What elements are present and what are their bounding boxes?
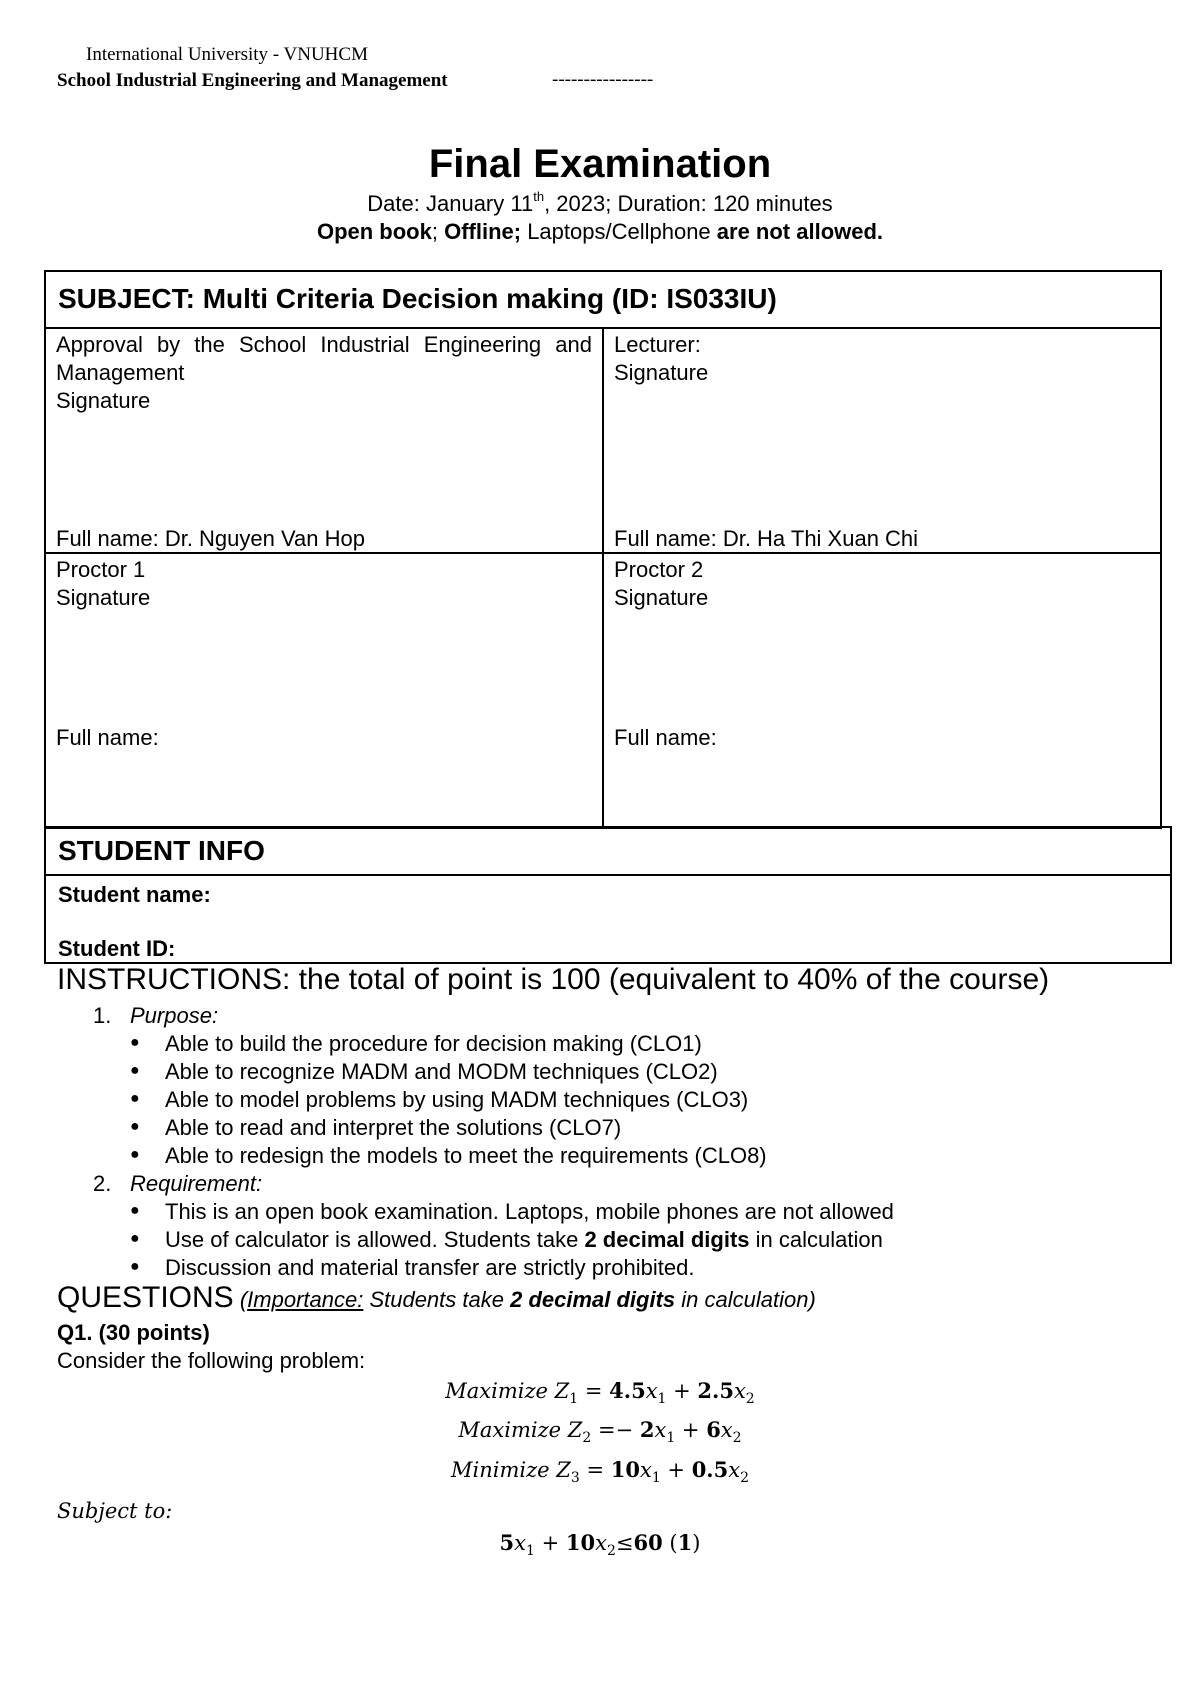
rule-separator: ;	[431, 219, 445, 244]
purpose-item: Able to model problems by using MADM techniques (CLO3)	[165, 1087, 749, 1112]
exam-rules-line	[0, 219, 1200, 245]
requirement-item	[165, 1227, 883, 1253]
proctor2-heading: Proctor 2	[614, 557, 704, 582]
proctor2-text	[614, 556, 1150, 612]
rule-open-book: Open book	[316, 219, 432, 244]
lecturer-signature-label: Signature	[614, 360, 709, 385]
proctor1-cell	[44, 552, 604, 829]
purpose-item: Able to recognize MADM and MODM techniques (CLO2)	[165, 1059, 718, 1084]
questions-title: QUESTIONS	[57, 1281, 234, 1314]
student-name-label: Student name:	[58, 882, 211, 907]
approval-cell	[44, 327, 604, 554]
note-end: in calculation)	[675, 1287, 816, 1312]
proctor1-text	[56, 556, 592, 612]
requirement-label: Requirement:	[130, 1171, 263, 1196]
note-importance: Importance:	[247, 1287, 364, 1312]
rule-laptops: Laptops/Cellphone	[521, 219, 717, 244]
subject-box	[44, 270, 1162, 329]
purpose-item: Able to redesign the models to meet the requirements (CLO8)	[165, 1143, 767, 1168]
objective-z3: Minimize $Z_3 = 10x_1 + 0.5x_2$	[451, 1457, 749, 1487]
q1-intro: Consider the following problem:	[57, 1348, 366, 1373]
proctor2-cell	[602, 552, 1162, 829]
constraint-1: $5x_1 + 10x_2\le 60$ (1)	[499, 1530, 701, 1560]
university-name: International University - VNUHCM	[86, 44, 368, 65]
proctor2-signature-label: Signature	[614, 585, 709, 610]
exam-date-line	[0, 191, 1200, 217]
approval-full-name: Full name: Dr. Nguyen Van Hop	[56, 526, 365, 551]
requirement-item: Discussion and material transfer are strictly prohibited.	[165, 1255, 695, 1280]
lecturer-text	[614, 331, 1150, 387]
student-info-header	[44, 826, 1172, 876]
approval-heading: Approval by the School Industrial Engineering and Management	[56, 332, 592, 385]
q1-title: Q1. (30 points)	[57, 1320, 210, 1345]
approval-text	[56, 331, 592, 415]
header-dashes: ----------------	[552, 69, 654, 90]
bullet-icon: ●	[130, 1062, 140, 1079]
purpose-number: 1.	[93, 1003, 112, 1028]
note-bold: 2 decimal digits	[510, 1287, 676, 1312]
req2-text-a: Use of calculator is allowed. Students take	[165, 1227, 585, 1252]
bullet-icon: ●	[130, 1034, 140, 1051]
bullet-icon: ●	[130, 1146, 140, 1163]
requirement-item: This is an open book examination. Laptops, mobile phones are not allowed	[165, 1199, 894, 1224]
questions-note	[234, 1287, 816, 1312]
bullet-icon: ●	[130, 1090, 140, 1107]
bullet-icon: ●	[130, 1118, 140, 1135]
proctor1-full-name: Full name:	[56, 725, 159, 750]
student-info-title: STUDENT INFO	[58, 835, 265, 866]
objective-z2: Maximize $Z_2 =- 2x_1 + 6x_2$	[458, 1417, 742, 1447]
questions-heading	[57, 1281, 816, 1315]
note-mid: Students take	[363, 1287, 511, 1312]
proctor1-heading: Proctor 1	[56, 557, 146, 582]
date-suffix: , 2023; Duration: 120 minutes	[544, 191, 833, 216]
school-name: School Industrial Engineering and Management	[57, 70, 448, 91]
requirement-number: 2.	[93, 1171, 112, 1196]
subject-to-label: Subject to:	[57, 1499, 173, 1523]
req2-text-c: in calculation	[749, 1227, 883, 1252]
bullet-icon: ●	[130, 1230, 140, 1247]
note-open: (	[233, 1287, 248, 1312]
student-info-body	[44, 874, 1172, 964]
rule-offline: Offline;	[444, 219, 522, 244]
student-id-label: Student ID:	[58, 936, 176, 961]
bullet-icon: ●	[130, 1258, 140, 1275]
bullet-icon: ●	[130, 1202, 140, 1219]
proctor2-full-name: Full name:	[614, 725, 717, 750]
date-superscript: th	[533, 189, 545, 204]
purpose-item: Able to read and interpret the solutions (CLO7)	[165, 1115, 622, 1140]
lecturer-cell	[602, 327, 1162, 554]
lecturer-full-name: Full name: Dr. Ha Thi Xuan Chi	[614, 526, 919, 551]
subject-label: SUBJECT: Multi Criteria Decision making (ID: IS033IU)	[58, 283, 777, 314]
proctor1-signature-label: Signature	[56, 585, 151, 610]
rule-not-allowed: are not allowed.	[716, 219, 884, 244]
lecturer-heading: Lecturer:	[614, 332, 701, 357]
date-prefix: Date: January 11	[367, 191, 534, 216]
req2-text-bold: 2 decimal digits	[584, 1227, 750, 1252]
exam-title: Final Examination	[428, 142, 772, 186]
approval-signature-label: Signature	[56, 388, 151, 413]
instructions-heading: INSTRUCTIONS: the total of point is 100 (equivalent to 40% of the course)	[57, 963, 1050, 996]
purpose-label: Purpose:	[130, 1003, 219, 1028]
purpose-item: Able to build the procedure for decision making (CLO1)	[165, 1031, 702, 1056]
objective-z1: Maximize $Z_1 = 4.5x_1 + 2.5x_2$	[445, 1378, 755, 1408]
